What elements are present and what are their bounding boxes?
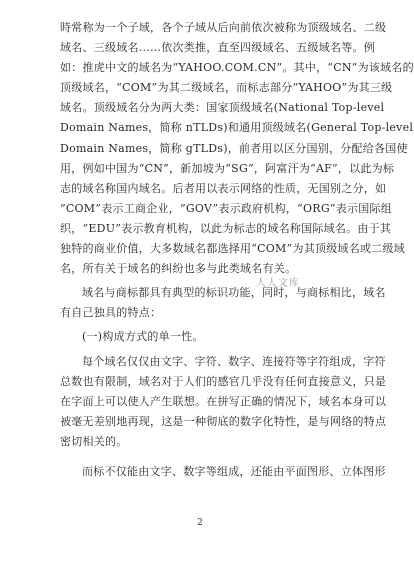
text-line: “COM”表示工商企业，“GOV”表示政府机构，“ORG”表示国际组 xyxy=(60,201,392,215)
text-line: 域名。顶级域名分为两大类：国家顶级域名(National Top-level xyxy=(60,101,385,115)
text-line: 顶级域名，“COM”为其二级域名，而标志部分“YAHOO”为其三级 xyxy=(60,81,393,95)
watermark-text: 人人文库 xyxy=(256,278,300,289)
text-line: 域名、三级域名……依次类推，直至四级域名、五级域名等。例 xyxy=(60,41,375,55)
text-line: 每个域名仅仅由文字、字符、数字、连接符等字符组成，字符 xyxy=(82,354,386,368)
text-line: 独特的商业价值，大多数域名都选择用“COM”为其顶级域名或二级域 xyxy=(60,242,405,256)
section-heading: (一)构成方式的单一性。 xyxy=(82,330,204,344)
text-line: 总数也有限制，域名对于人们的感官几乎没有任何直接意义，只是 xyxy=(60,374,387,388)
text-line: Domain Names，简称 nTLDs)和通用顶级域名(General Top-level xyxy=(60,121,414,135)
text-line: 被毫无差别地再现，这是一种彻底的数字化特性，是与网络的特点 xyxy=(60,414,387,428)
text-line: 而标不仅能由文字、数字等组成，还能由平面图形、立体图形 xyxy=(82,464,386,478)
text-line: Domain Names，简称 gTLDs)，前者用以区分国别，分配给各国使 xyxy=(60,141,408,155)
text-line: 志的域名称国内域名。后者用以表示网络的性质，无国别之分，如 xyxy=(60,181,387,195)
text-line: 時常称为一个子域，各个子域从后向前依次被称为顶级域名、二级 xyxy=(60,21,387,34)
text-line: 密切相关的。 xyxy=(60,434,128,448)
text-line: 如：推虎中文的域名为“YAHOO.COM.CN”。其中，“CN”为该域名的 xyxy=(60,61,414,75)
text-line: 用，例如中国为“CN”，新加坡为“SG”，阿富汗为“AF”，以此为标 xyxy=(60,161,395,175)
text-line: 织，“EDU”表示教育机构，以此为标志的域名称国际域名。由于其 xyxy=(60,221,392,235)
text-line: 有自己独具的特点： xyxy=(60,306,162,320)
text-line: 在字面上可以使人产生联想。在拼写正确的情况下，域名本身可以 xyxy=(60,394,387,408)
text-line: 域名与商标都具有典型的标识功能，同时，与商标相比，域名 xyxy=(82,286,386,300)
body-text xyxy=(60,18,414,482)
text-line: 名，所有关于域名的纠纷也多与此类域名有关。 xyxy=(60,262,297,276)
page-number: 2 xyxy=(197,518,203,528)
